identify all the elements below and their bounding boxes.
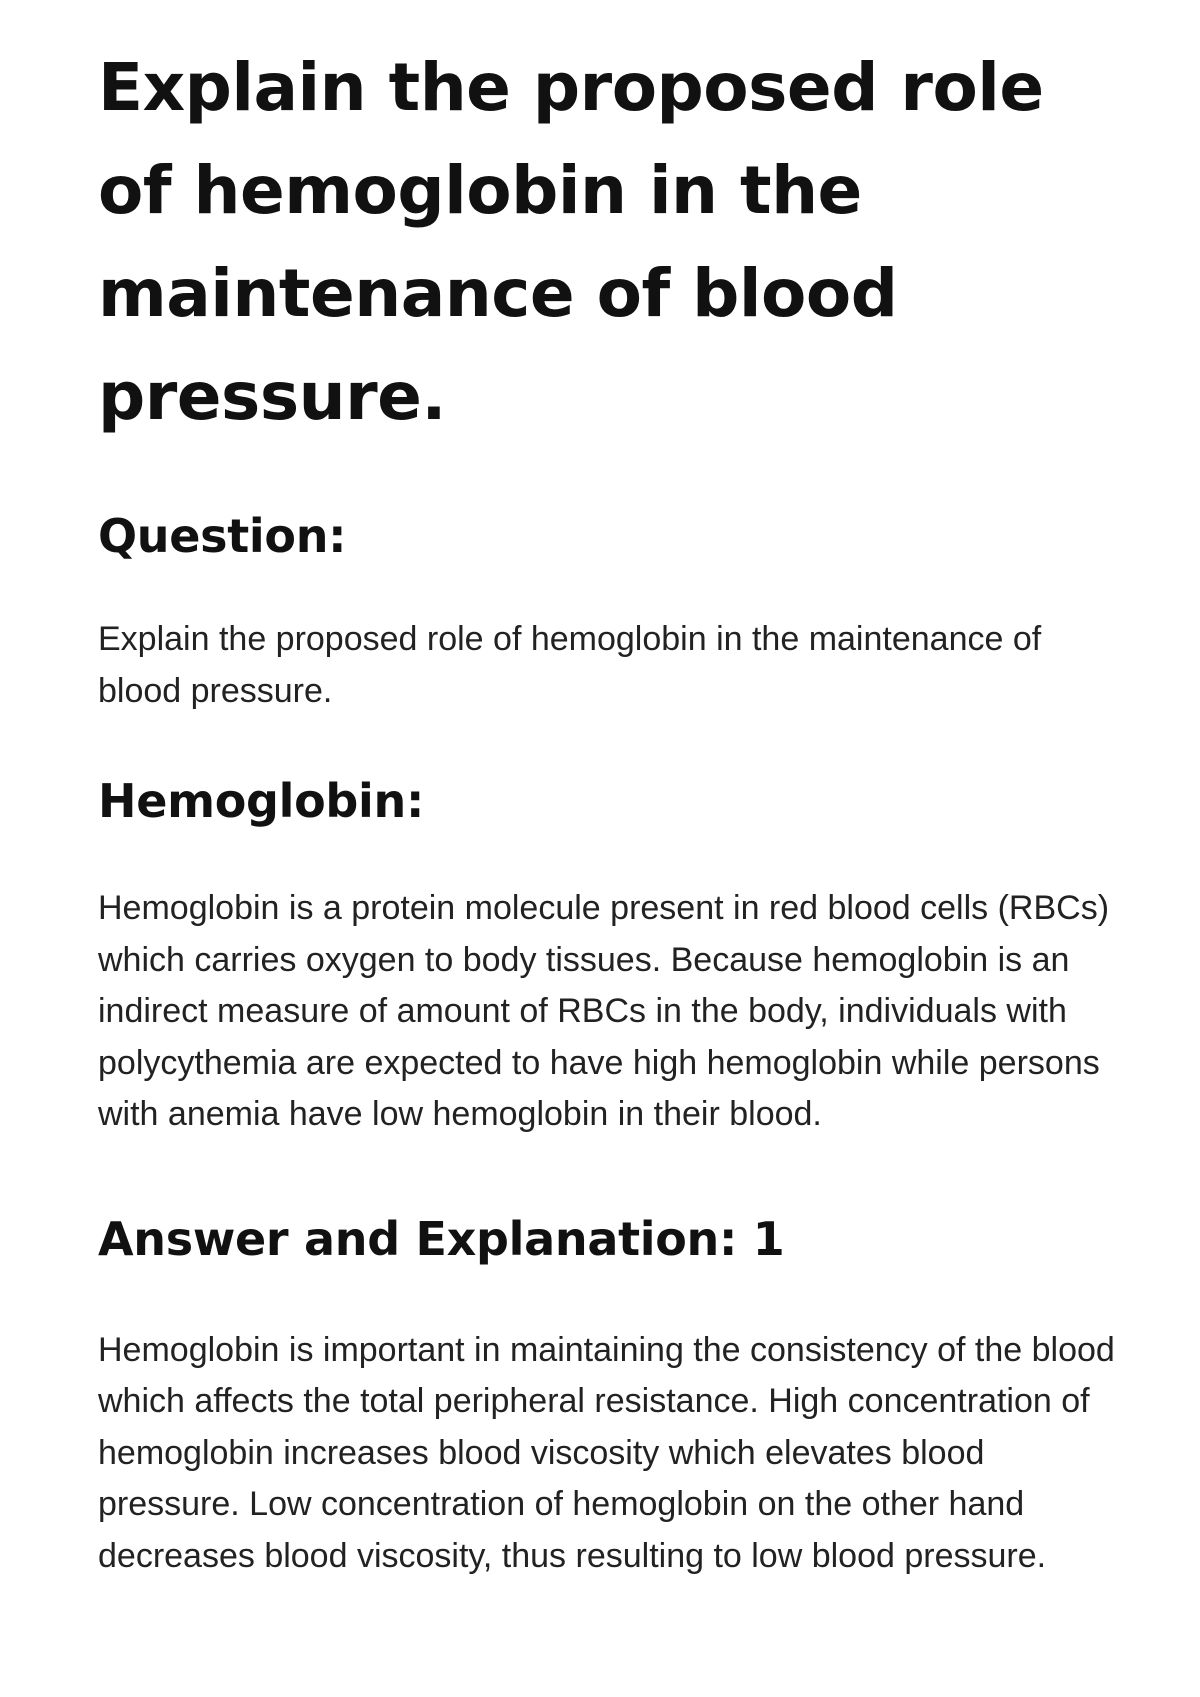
answer-text: Hemoglobin is important in maintaining the consistency of the blood which affects the total peripheral resistance. High concentration of hemoglobin increases blood viscosity which elevates blood pressure. Low concentration of hemoglobin on the other hand decreases blood viscosity, thus resulting to low blood pressure. <box>98 1330 1115 1575</box>
hemoglobin-heading: Hemoglobin: <box>98 774 425 828</box>
document-page <box>98 36 1128 1582</box>
question-heading: Question: <box>98 509 347 563</box>
question-text: Explain the proposed role of hemoglobin in the maintenance of blood pressure. <box>98 620 1042 710</box>
hemoglobin-text: Hemoglobin is a protein molecule present in red blood cells (RBCs) which carries oxygen to body tissues. Because hemoglobin is an indirect measure of amount of RBCs in the body, individuals with polycythemia are expected to have high hemoglobin while persons with anemia have low hemoglobin in their blood. <box>98 889 1110 1133</box>
answer-heading: Answer and Explanation: 1 <box>98 1211 785 1266</box>
page-title: Explain the proposed role of hemoglobin in the maintenance of blood pressure. <box>98 49 1044 435</box>
